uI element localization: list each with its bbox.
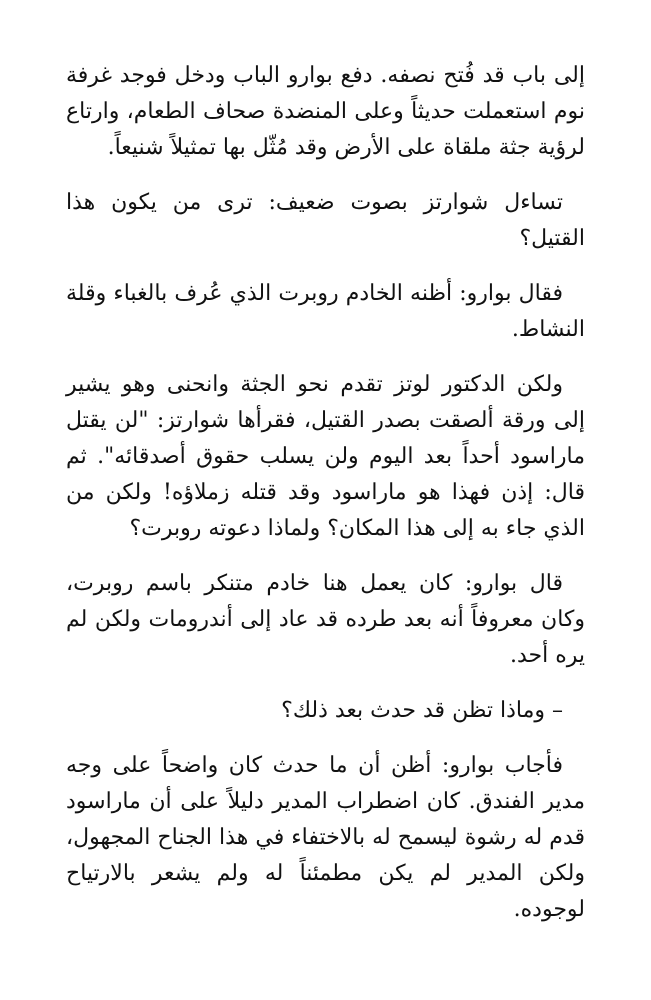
paragraph-3: فقال بوارو: أظنه الخادم روبرت الذي عُرف بالغباء وقلة النشاط. [66, 281, 585, 342]
paragraph-6: – وماذا تظن قد حدث بعد ذلك؟ [281, 698, 563, 723]
paragraph-2: تساءل شوارتز بصوت ضعيف: ترى من يكون هذا القتيل؟ [66, 190, 585, 251]
paragraph-5: قال بوارو: كان يعمل هنا خادم متنكر باسم روبرت، وكان معروفاً أنه بعد طرده قد عاد إلى أندرومات ولكن لم يره أحد. [66, 571, 585, 668]
paragraph-4: ولكن الدكتور لوتز تقدم نحو الجثة وانحنى وهو يشير إلى ورقة ألصقت بصدر القتيل، فقرأها شوارتز: "لن يقتل ماراسود أحداً بعد اليوم ولن يسلب حقوق أصدقائه". ثم قال: إذن فهذا هو ماراسود وقد قتله زملاؤه! ولكن من الذي جاء به إلى هذا المكان؟ ولماذا دعوته روبرت؟ [66, 372, 585, 541]
paragraph-7: فأجاب بوارو: أظن أن ما حدث كان واضحاً على وجه مدير الفندق. كان اضطراب المدير دليلاً على أن ماراسود قدم له رشوة ليسمح له بالاختفاء في هذا الجناح المجهول، ولكن المدير لم يكن مطمئناً له ولم يشعر بالارتياح لوجوده. [66, 753, 585, 922]
paragraph-1: إلى باب قد فُتح نصفه. دفع بوارو الباب ودخل فوجد غرفة نوم استعملت حديثاً وعلى المنضدة صحاف الطعام، وارتاع لرؤية جثة ملقاة على الأرض وقد مُثّل بها تمثيلاً شنيعاً. [66, 63, 585, 160]
